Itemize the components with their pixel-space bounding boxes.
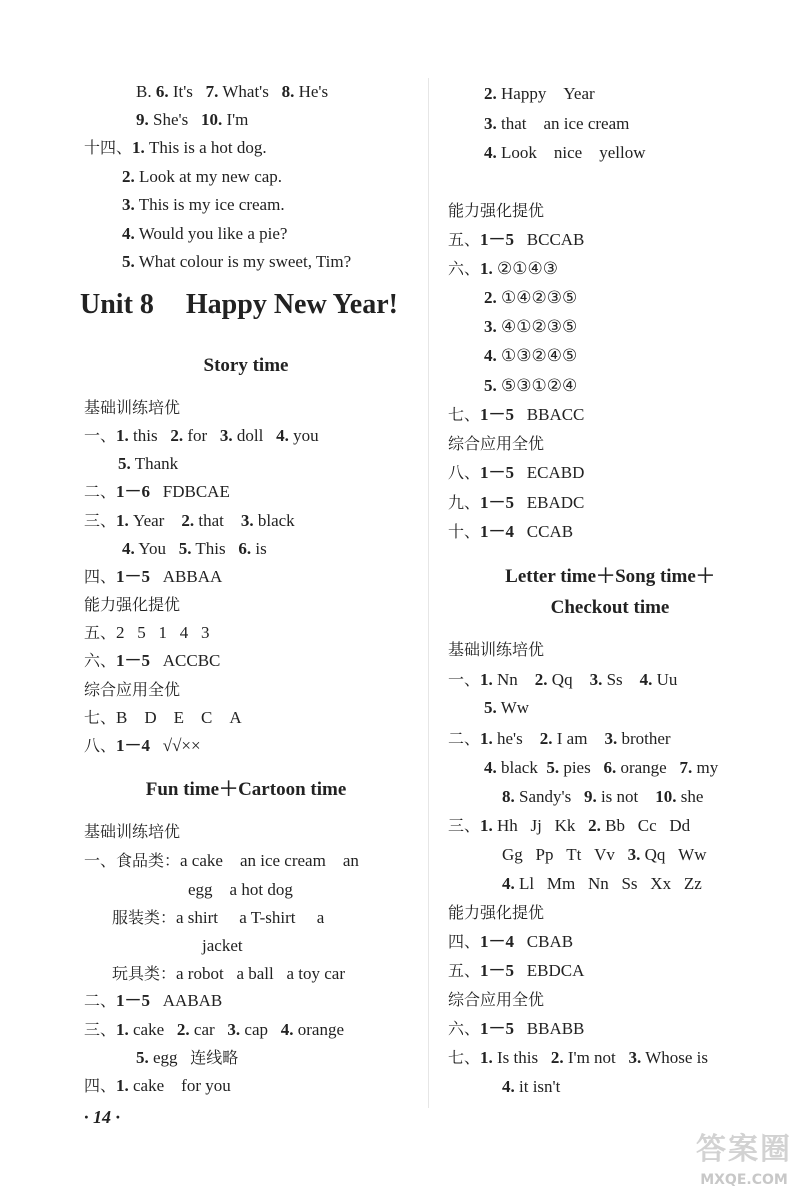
unit-number: Unit 8 (80, 289, 154, 320)
answer-line: 一、食品类：a cake an ice cream an (84, 851, 359, 870)
unit-title (80, 288, 398, 322)
answer-line: 综合应用全优 (84, 680, 181, 699)
answer-line: 3. This is my ice cream. (122, 195, 285, 214)
answer-line: 5. Ww (484, 698, 530, 717)
answer-line: 5. ⑤③①②④ (484, 376, 578, 395)
answer-line: 八、1－5 ECABD (448, 463, 585, 482)
answer-line: 五、1－5 BCCAB (448, 230, 585, 249)
section-title-story-time: Story time (203, 355, 289, 376)
answer-line: 六、1－5 ACCBC (84, 651, 221, 670)
answer-line: 七、1. Is this 2. I'm not 3. Whose is (448, 1048, 709, 1067)
answer-line: 七、1－5 BBACC (448, 405, 585, 424)
answer-line: 能力强化提优 (84, 595, 181, 614)
answer-line: 四、1－5 ABBAA (84, 567, 223, 586)
answer-line: 三、1. Hh Jj Kk 2. Bb Cc Dd (448, 816, 691, 835)
answer-line: 能力强化提优 (448, 903, 545, 922)
answer-line: Gg Pp Tt Vv 3. Qq Ww (502, 845, 707, 864)
answer-line: 4. ①③②④⑤ (484, 346, 578, 365)
answer-line: 9. She's 10. I'm (136, 110, 249, 129)
answer-line: 七、B D E C A (84, 708, 242, 727)
answer-line: 3. that an ice cream (484, 114, 630, 133)
answer-line: 一、1. Nn 2. Qq 3. Ss 4. Uu (448, 670, 678, 689)
answer-line: 综合应用全优 (448, 990, 545, 1009)
answer-line: egg a hot dog (188, 880, 293, 899)
answer-line: 基础训练培优 (448, 640, 545, 659)
answer-line: 8. Sandy's 9. is not 10. she (502, 787, 704, 806)
section-title-fun-time: Fun time＋Cartoon time (145, 779, 347, 800)
answer-line: 二、1－5 AABAB (84, 991, 223, 1010)
answer-line: B. 6. It's 7. What's 8. He's (136, 82, 329, 101)
answer-line: 服装类：a shirt a T-shirt a (112, 908, 325, 927)
section-title-checkout-time: Checkout time (550, 597, 670, 618)
section-title-letter-time: Letter time＋Song time＋ (505, 566, 715, 587)
answer-line: 4. You 5. This 6. is (122, 539, 267, 558)
answer-line: 2. Happy Year (484, 84, 595, 103)
answer-line: 4. black 5. pies 6. orange 7. my (484, 758, 719, 777)
answer-line: 六、1－5 BBABB (448, 1019, 585, 1038)
column-divider (428, 78, 429, 1108)
answer-line: 三、1. Year 2. that 3. black (84, 511, 295, 530)
answer-line: 六、1. ②①④③ (448, 259, 558, 278)
answer-line: 基础训练培优 (84, 398, 181, 417)
watermark-url: MXQE.COM (700, 1172, 788, 1188)
answer-line: 二、1－6 FDBCAE (84, 482, 230, 501)
answer-line: 十四、1. This is a hot dog. (84, 138, 267, 157)
answer-line: 2. ①④②③⑤ (484, 288, 578, 307)
answer-line: 五、1－5 EBDCA (448, 961, 585, 980)
answer-line: 3. ④①②③⑤ (484, 317, 578, 336)
answer-line: 三、1. cake 2. car 3. cap 4. orange (84, 1020, 345, 1039)
answer-line: 基础训练培优 (84, 822, 181, 841)
answer-line: 5. egg 连线略 (136, 1048, 239, 1067)
watermark-mark: 答案圈 (696, 1132, 792, 1167)
answer-line: 五、2 5 1 4 3 (84, 623, 210, 642)
answer-line: 4. it isn't (502, 1077, 561, 1096)
answer-line: jacket (202, 936, 243, 955)
page-number: · 14 · (84, 1107, 120, 1127)
answer-line: 八、1－4 √√×× (84, 736, 201, 755)
answer-line: 5. Thank (118, 454, 179, 473)
answer-line: 能力强化提优 (448, 201, 545, 220)
answer-line: 2. Look at my new cap. (122, 167, 283, 186)
answer-line: 玩具类：a robot a ball a toy car (112, 964, 346, 983)
answer-line: 5. What colour is my sweet, Tim? (122, 252, 352, 271)
answer-line: 综合应用全优 (448, 434, 545, 453)
answer-line: 十、1－4 CCAB (448, 522, 574, 541)
answer-line: 4. Ll Mm Nn Ss Xx Zz (502, 874, 702, 893)
answer-line: 一、1. this 2. for 3. doll 4. you (84, 426, 319, 445)
answer-line: 二、1. he's 2. I am 3. brother (448, 729, 671, 748)
answer-line: 九、1－5 EBADC (448, 493, 585, 512)
answer-line: 4. Look nice yellow (484, 143, 646, 162)
answer-line: 四、1－4 CBAB (448, 932, 574, 951)
answer-line: 四、1. cake for you (84, 1076, 231, 1095)
answer-line: 4. Would you like a pie? (122, 224, 288, 243)
unit-name: Happy New Year! (185, 289, 398, 320)
watermark-logo (680, 1130, 808, 1194)
